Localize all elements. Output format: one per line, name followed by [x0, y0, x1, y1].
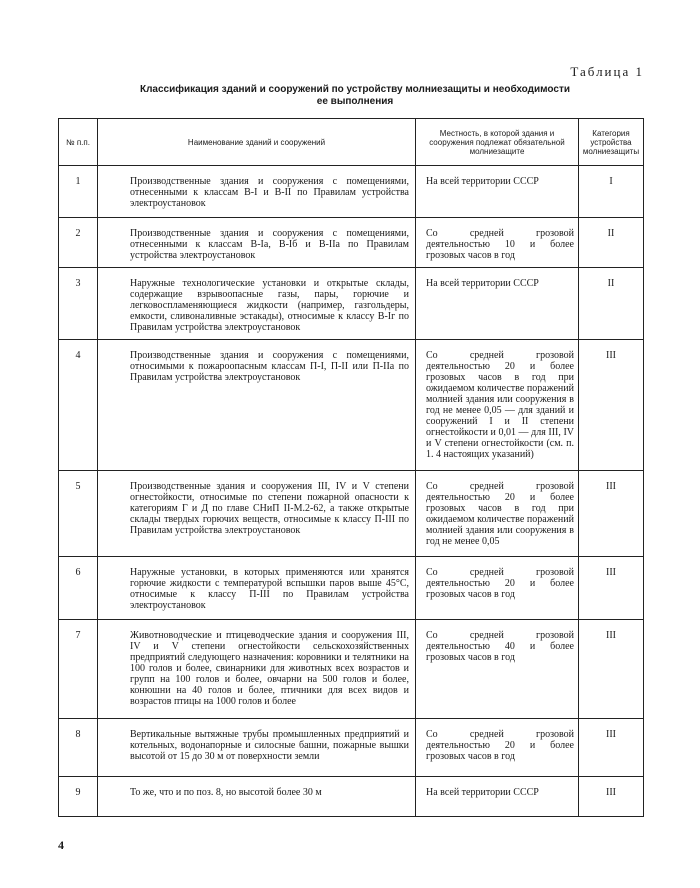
row-building-name: Производственные здания и сооружения с помещениями, отнесенными к классам В-Iа, В-Iб и В-IIа по Правилам устройства электроустановок: [98, 218, 416, 268]
row-building-name: Животноводческие и птицеводческие здания и сооружения III, IV и V степени огнестойкости сельскохозяйственных предприятий следующего назначения: коровники и телятники на 100 голов и более, свинарники для животных всех возрастов и групп на 100 голов и более, овчарни на 500 голов и более, конюшни на 40 голов и более, птичники для всех видов и возрастов птицы на 1000 голов и более: [98, 620, 416, 719]
table-row: [59, 557, 644, 620]
table-row: [59, 471, 644, 557]
row-location: Со средней грозовой деятельностью 20 и более грозовых часов в год: [416, 557, 579, 620]
row-location: На всей территории СССР: [416, 166, 579, 218]
row-number: 3: [59, 268, 98, 340]
row-location: Со средней грозовой деятельностью 40 и более грозовых часов в год: [416, 620, 579, 719]
row-number: 2: [59, 218, 98, 268]
row-category: I: [579, 166, 644, 218]
row-number: 1: [59, 166, 98, 218]
row-category: III: [579, 557, 644, 620]
table-label: Таблица 1: [570, 64, 644, 79]
table-row: [59, 166, 644, 218]
row-location: Со средней грозовой деятельностью 20 и более грозовых часов в год при ожидаемом количестве поражений молнией здания или сооружения в год не менее 0,05: [416, 471, 579, 557]
table-caption: [110, 84, 600, 108]
row-number: 7: [59, 620, 98, 719]
row-number: 6: [59, 557, 98, 620]
row-category: II: [579, 268, 644, 340]
row-category: III: [579, 340, 644, 471]
row-number: 9: [59, 777, 98, 817]
table-row: [59, 620, 644, 719]
column-header-number: № п.п.: [59, 119, 98, 166]
row-category: III: [579, 471, 644, 557]
row-building-name: Производственные здания и сооружения с помещениями, отнесенными к классам В-I и В-II по Правилам устройства электроустановок: [98, 166, 416, 218]
row-location: На всей территории СССР: [416, 777, 579, 817]
column-header-location: Местность, в которой здания и сооружения подлежат обязательной молниезащите: [416, 119, 579, 166]
column-header-name: Наименование зданий и сооружений: [98, 119, 416, 166]
row-building-name: Наружные технологические установки и открытые склады, содержащие взрывоопасные газы, пары, горючие и легковоспламеняющиеся жидкости (например, газгольдеры, емкости, сливоналивные эстакады), относимые к классу В-Iг по Правилам устройства электроустановок: [98, 268, 416, 340]
row-category: III: [579, 620, 644, 719]
classification-table: [58, 118, 644, 817]
row-category: III: [579, 777, 644, 817]
table-row: [59, 340, 644, 471]
row-number: 4: [59, 340, 98, 471]
row-building-name: Производственные здания и сооружения с помещениями, относимыми к пожароопасным классам П-I, П-II или П-IIа по Правилам устройства электроустановок: [98, 340, 416, 471]
column-header-category: Категория устройства молниезащиты: [579, 119, 644, 166]
row-category: II: [579, 218, 644, 268]
row-building-name: Наружные установки, в которых применяются или хранятся горючие жидкости с температурой вспышки паров выше 45°C, относимые к классу П-III по Правилам устройства электроустановок: [98, 557, 416, 620]
row-location: Со средней грозовой деятельностью 20 и более грозовых часов в год при ожидаемом количестве поражений молнией здания или сооружения в год не менее 0,05 — для зданий и сооружений I и II степени огнестойкости и 0,01 — для III, IV и V степени огнестойкости (см. п. 1. 4 настоящих указаний): [416, 340, 579, 471]
row-location: Со средней грозовой деятельностью 20 и более грозовых часов в год: [416, 719, 579, 777]
table-header-row: [59, 119, 644, 166]
row-building-name: То же, что и по поз. 8, но высотой более 30 м: [98, 777, 416, 817]
row-category: III: [579, 719, 644, 777]
caption-line-1: Классификация зданий и сооружений по устройству молниезащиты и необходимости: [139, 84, 571, 95]
row-building-name: Производственные здания и сооружения III, IV и V степени огнестойкости, относимые по степени пожарной опасности к категориям Г и Д по главе СНиП II-М.2-62, а также открытые склады твердых горючих веществ, относимые к классу П-III по Правилам устройства электроустановок: [98, 471, 416, 557]
table-row: [59, 719, 644, 777]
row-number: 8: [59, 719, 98, 777]
page-number: 4: [58, 838, 64, 852]
table-row: [59, 218, 644, 268]
caption-line-2: ее выполнения: [316, 96, 394, 107]
row-location: Со средней грозовой деятельностью 10 и более грозовых часов в год: [416, 218, 579, 268]
table-row: [59, 777, 644, 817]
table-row: [59, 268, 644, 340]
row-location: На всей территории СССР: [416, 268, 579, 340]
row-number: 5: [59, 471, 98, 557]
row-building-name: Вертикальные вытяжные трубы промышленных предприятий и котельных, водонапорные и силосные башни, пожарные вышки высотой от 15 до 30 м от поверхности земли: [98, 719, 416, 777]
